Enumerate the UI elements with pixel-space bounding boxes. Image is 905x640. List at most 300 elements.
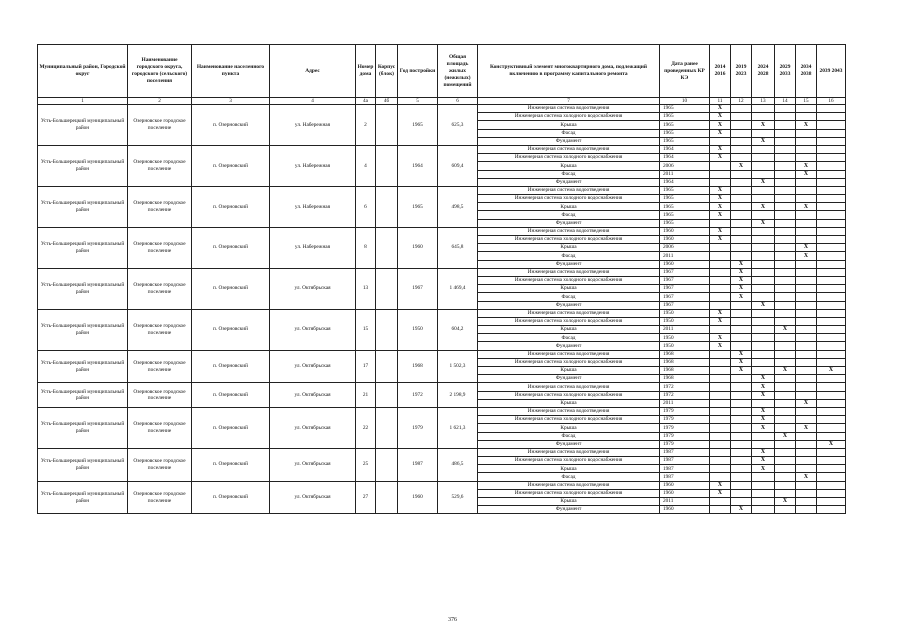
period-mark-cell: X	[710, 186, 731, 194]
period-mark-cell	[752, 268, 775, 276]
period-mark-cell	[731, 113, 752, 121]
column-header: 2024 2028	[752, 45, 775, 98]
period-mark-cell	[796, 154, 817, 162]
element-name-cell: Фасад	[478, 293, 660, 301]
column-number: 4а	[356, 98, 376, 105]
period-mark-cell: X	[731, 293, 752, 301]
column-number: 15	[796, 98, 817, 105]
column-header: Муниципальный район, Городской округ	[38, 45, 128, 98]
element-name-cell: Инженерная система водоотведения	[478, 105, 660, 113]
period-mark-cell	[817, 416, 846, 424]
period-mark-cell: X	[710, 211, 731, 219]
locality-cell: п. Озерновский	[192, 145, 270, 186]
period-mark-cell	[752, 350, 775, 358]
element-name-cell: Инженерная система водоотведения	[478, 407, 660, 415]
period-mark-cell	[710, 252, 731, 260]
period-mark-cell	[731, 219, 752, 227]
period-mark-cell	[775, 121, 796, 129]
period-mark-cell: X	[752, 383, 775, 391]
period-mark-cell	[817, 219, 846, 227]
period-mark-cell	[775, 489, 796, 497]
repair-date-cell: 1965	[660, 195, 710, 203]
period-mark-cell	[752, 334, 775, 342]
period-mark-cell	[752, 367, 775, 375]
period-mark-cell	[710, 367, 731, 375]
block-cell	[376, 105, 398, 146]
period-mark-cell	[775, 481, 796, 489]
column-header: Адрес	[270, 45, 356, 98]
period-mark-cell: X	[775, 432, 796, 440]
repair-date-cell: 1960	[660, 236, 710, 244]
period-mark-cell	[817, 506, 846, 514]
column-header: Общая площадь жилых (нежилых) помещений	[438, 45, 478, 98]
period-mark-cell	[775, 465, 796, 473]
repair-date-cell: 2006	[660, 162, 710, 170]
period-mark-cell	[796, 227, 817, 235]
district-cell: Усть-Большерецкий муниципальный район	[38, 350, 128, 383]
period-mark-cell: X	[710, 195, 731, 203]
period-mark-cell	[817, 285, 846, 293]
element-name-cell: Фундамент	[478, 178, 660, 186]
area-cell: 1 469,4	[438, 268, 478, 309]
period-mark-cell: X	[796, 162, 817, 170]
settlement-cell: Озерновское городское поселение	[128, 227, 192, 268]
period-mark-cell	[710, 448, 731, 456]
period-mark-cell	[710, 268, 731, 276]
locality-cell: п. Озерновский	[192, 448, 270, 481]
settlement-cell: Озерновское городское поселение	[128, 448, 192, 481]
period-mark-cell	[710, 457, 731, 465]
locality-cell: п. Озерновский	[192, 481, 270, 514]
period-mark-cell	[796, 489, 817, 497]
period-mark-cell	[775, 375, 796, 383]
period-mark-cell	[817, 268, 846, 276]
period-mark-cell	[817, 448, 846, 456]
table-row	[38, 145, 846, 153]
period-mark-cell	[710, 219, 731, 227]
street-cell: ул. Набережная	[270, 145, 356, 186]
period-mark-cell	[817, 375, 846, 383]
period-mark-cell	[796, 391, 817, 399]
repair-date-cell: 1967	[660, 285, 710, 293]
period-mark-cell	[796, 317, 817, 325]
period-mark-cell	[817, 105, 846, 113]
period-mark-cell	[817, 154, 846, 162]
element-name-cell: Фундамент	[478, 219, 660, 227]
element-name-cell: Фундамент	[478, 260, 660, 268]
repair-date-cell: 1960	[660, 481, 710, 489]
locality-cell: п. Озерновский	[192, 407, 270, 448]
period-mark-cell	[817, 252, 846, 260]
period-mark-cell	[752, 162, 775, 170]
period-mark-cell	[752, 309, 775, 317]
house-number-cell: 15	[356, 309, 376, 350]
period-mark-cell	[817, 326, 846, 334]
build-year-cell: 1964	[398, 145, 438, 186]
period-mark-cell	[775, 105, 796, 113]
period-mark-cell	[817, 145, 846, 153]
period-mark-cell	[731, 154, 752, 162]
period-mark-cell	[731, 203, 752, 211]
repair-date-cell: 2011	[660, 170, 710, 178]
repair-date-cell: 1987	[660, 448, 710, 456]
period-mark-cell: X	[752, 203, 775, 211]
period-mark-cell	[752, 473, 775, 481]
period-mark-cell	[775, 342, 796, 350]
period-mark-cell	[752, 195, 775, 203]
period-mark-cell	[731, 326, 752, 334]
period-mark-cell: X	[731, 162, 752, 170]
block-cell	[376, 186, 398, 227]
period-mark-cell	[796, 285, 817, 293]
period-mark-cell	[752, 211, 775, 219]
period-mark-cell	[796, 506, 817, 514]
period-mark-cell: X	[731, 260, 752, 268]
period-mark-cell: X	[710, 334, 731, 342]
period-mark-cell: X	[752, 391, 775, 399]
repair-date-cell: 1967	[660, 268, 710, 276]
period-mark-cell	[752, 129, 775, 137]
column-header: 2029 2033	[775, 45, 796, 98]
area-cell: 529,6	[438, 481, 478, 514]
period-mark-cell	[775, 129, 796, 137]
period-mark-cell	[710, 399, 731, 407]
period-mark-cell	[775, 407, 796, 415]
period-mark-cell	[775, 219, 796, 227]
period-mark-cell	[775, 440, 796, 448]
period-mark-cell	[817, 260, 846, 268]
period-mark-cell: X	[817, 367, 846, 375]
period-mark-cell: X	[731, 268, 752, 276]
house-number-cell: 27	[356, 481, 376, 514]
period-mark-cell: X	[775, 498, 796, 506]
column-header: Год постройки	[398, 45, 438, 98]
period-mark-cell	[775, 391, 796, 399]
street-cell: ул. Октябрьская	[270, 350, 356, 383]
period-mark-cell	[775, 137, 796, 145]
period-mark-cell	[731, 432, 752, 440]
period-mark-cell: X	[796, 424, 817, 432]
element-name-cell: Фундамент	[478, 342, 660, 350]
district-cell: Усть-Большерецкий муниципальный район	[38, 407, 128, 448]
element-name-cell: Инженерная система холодного водоснабжения	[478, 276, 660, 284]
area-cell: 625,3	[438, 105, 478, 146]
period-mark-cell: X	[731, 350, 752, 358]
district-cell: Усть-Большерецкий муниципальный район	[38, 105, 128, 146]
element-name-cell: Инженерная система холодного водоснабжения	[478, 416, 660, 424]
repair-date-cell: 1965	[660, 211, 710, 219]
column-header: 2019 2023	[731, 45, 752, 98]
period-mark-cell	[775, 252, 796, 260]
element-name-cell: Фасад	[478, 432, 660, 440]
period-mark-cell	[817, 309, 846, 317]
period-mark-cell	[796, 301, 817, 309]
period-mark-cell	[796, 358, 817, 366]
period-mark-cell: X	[752, 416, 775, 424]
period-mark-cell	[817, 342, 846, 350]
period-mark-cell	[731, 407, 752, 415]
table-row	[38, 350, 846, 358]
element-name-cell: Фасад	[478, 473, 660, 481]
period-mark-cell	[817, 211, 846, 219]
repair-date-cell: 1979	[660, 407, 710, 415]
period-mark-cell	[752, 186, 775, 194]
period-mark-cell	[731, 195, 752, 203]
street-cell: ул. Октябрьская	[270, 407, 356, 448]
locality-cell: п. Озерновский	[192, 309, 270, 350]
locality-cell: п. Озерновский	[192, 227, 270, 268]
period-mark-cell: X	[710, 121, 731, 129]
locality-cell: п. Озерновский	[192, 186, 270, 227]
period-mark-cell: X	[710, 145, 731, 153]
period-mark-cell	[710, 350, 731, 358]
repair-date-cell: 2011	[660, 399, 710, 407]
period-mark-cell: X	[796, 203, 817, 211]
period-mark-cell	[710, 407, 731, 415]
period-mark-cell	[796, 137, 817, 145]
period-mark-cell	[817, 399, 846, 407]
period-mark-cell	[752, 276, 775, 284]
period-mark-cell	[752, 498, 775, 506]
build-year-cell: 1965	[398, 186, 438, 227]
period-mark-cell	[796, 457, 817, 465]
period-mark-cell	[817, 358, 846, 366]
column-header: Номер дома	[356, 45, 376, 98]
period-mark-cell	[775, 145, 796, 153]
period-mark-cell	[710, 506, 731, 514]
settlement-cell: Озерновское городское поселение	[128, 145, 192, 186]
repair-date-cell: 2011	[660, 498, 710, 506]
element-name-cell: Инженерная система холодного водоснабжения	[478, 317, 660, 325]
period-mark-cell	[775, 203, 796, 211]
period-mark-cell	[731, 375, 752, 383]
period-mark-cell	[710, 276, 731, 284]
element-name-cell: Крыша	[478, 424, 660, 432]
period-mark-cell	[817, 203, 846, 211]
period-mark-cell	[796, 498, 817, 506]
period-mark-cell	[817, 293, 846, 301]
street-cell: ул. Октябрьская	[270, 383, 356, 408]
period-mark-cell	[796, 276, 817, 284]
element-name-cell: Инженерная система холодного водоснабжения	[478, 457, 660, 465]
period-mark-cell	[731, 391, 752, 399]
period-mark-cell: X	[710, 489, 731, 497]
table-row	[38, 407, 846, 415]
period-mark-cell	[710, 358, 731, 366]
period-mark-cell: X	[752, 219, 775, 227]
area-cell: 1 621,3	[438, 407, 478, 448]
street-cell: ул. Октябрьская	[270, 481, 356, 514]
period-mark-cell	[752, 506, 775, 514]
period-mark-cell	[817, 481, 846, 489]
period-mark-cell	[775, 424, 796, 432]
period-mark-cell	[817, 350, 846, 358]
settlement-cell: Озерновское городское поселение	[128, 481, 192, 514]
column-number: 2	[128, 98, 192, 105]
period-mark-cell	[796, 145, 817, 153]
period-mark-cell	[796, 260, 817, 268]
period-mark-cell	[775, 186, 796, 194]
repair-date-cell: 2011	[660, 252, 710, 260]
element-name-cell: Фасад	[478, 211, 660, 219]
area-cell: 498,5	[438, 186, 478, 227]
period-mark-cell: X	[775, 367, 796, 375]
period-mark-cell	[731, 301, 752, 309]
period-mark-cell	[796, 440, 817, 448]
period-mark-cell	[731, 473, 752, 481]
district-cell: Усть-Большерецкий муниципальный район	[38, 448, 128, 481]
period-mark-cell	[775, 334, 796, 342]
period-mark-cell	[796, 211, 817, 219]
street-cell: ул. Набережная	[270, 105, 356, 146]
repair-date-cell: 1950	[660, 334, 710, 342]
period-mark-cell	[710, 424, 731, 432]
period-mark-cell	[817, 424, 846, 432]
block-cell	[376, 407, 398, 448]
repair-date-cell: 1979	[660, 416, 710, 424]
house-number-cell: 2	[356, 105, 376, 146]
period-mark-cell: X	[710, 105, 731, 113]
district-cell: Усть-Большерецкий муниципальный район	[38, 481, 128, 514]
period-mark-cell	[710, 473, 731, 481]
column-header: Конструктивный элемент многоквартирного дома, подлежащий включению в программу капитального ремонта	[478, 45, 660, 98]
period-mark-cell: X	[796, 399, 817, 407]
period-mark-cell	[817, 317, 846, 325]
repair-date-cell: 1987	[660, 457, 710, 465]
period-mark-cell: X	[731, 367, 752, 375]
period-mark-cell	[710, 178, 731, 186]
period-mark-cell	[775, 309, 796, 317]
element-name-cell: Фасад	[478, 334, 660, 342]
settlement-cell: Озерновское городское поселение	[128, 268, 192, 309]
period-mark-cell: X	[710, 227, 731, 235]
period-mark-cell	[731, 424, 752, 432]
column-number: 16	[817, 98, 846, 105]
document-page	[37, 44, 845, 514]
table-row	[38, 105, 846, 113]
period-mark-cell	[817, 432, 846, 440]
period-mark-cell	[752, 252, 775, 260]
period-mark-cell	[817, 170, 846, 178]
repair-date-cell: 1979	[660, 424, 710, 432]
period-mark-cell: X	[752, 137, 775, 145]
period-mark-cell	[796, 268, 817, 276]
period-mark-cell	[817, 162, 846, 170]
repair-date-cell: 1979	[660, 432, 710, 440]
period-mark-cell	[752, 105, 775, 113]
period-mark-cell	[796, 375, 817, 383]
period-mark-cell	[731, 399, 752, 407]
element-name-cell: Инженерная система водоотведения	[478, 350, 660, 358]
period-mark-cell: X	[796, 121, 817, 129]
period-mark-cell	[731, 465, 752, 473]
block-cell	[376, 145, 398, 186]
district-cell: Усть-Большерецкий муниципальный район	[38, 268, 128, 309]
period-mark-cell	[796, 416, 817, 424]
district-cell: Усть-Большерецкий муниципальный район	[38, 186, 128, 227]
period-mark-cell	[796, 236, 817, 244]
period-mark-cell	[731, 137, 752, 145]
area-cell: 604,2	[438, 309, 478, 350]
element-name-cell: Инженерная система водоотведения	[478, 268, 660, 276]
column-number: 1	[38, 98, 128, 105]
repair-date-cell: 1950	[660, 309, 710, 317]
period-mark-cell: X	[817, 440, 846, 448]
element-name-cell: Инженерная система водоотведения	[478, 145, 660, 153]
period-mark-cell	[775, 399, 796, 407]
house-number-cell: 21	[356, 383, 376, 408]
repair-date-cell: 1965	[660, 113, 710, 121]
period-mark-cell: X	[752, 457, 775, 465]
house-number-cell: 6	[356, 186, 376, 227]
column-number: 4б	[376, 98, 398, 105]
period-mark-cell	[796, 334, 817, 342]
district-cell: Усть-Большерецкий муниципальный район	[38, 309, 128, 350]
settlement-cell: Озерновское городское поселение	[128, 309, 192, 350]
block-cell	[376, 383, 398, 408]
repair-date-cell: 1950	[660, 342, 710, 350]
period-mark-cell	[817, 129, 846, 137]
settlement-cell: Озерновское городское поселение	[128, 407, 192, 448]
period-mark-cell	[817, 301, 846, 309]
period-mark-cell	[752, 481, 775, 489]
period-mark-cell	[710, 170, 731, 178]
period-mark-cell: X	[796, 252, 817, 260]
table-row	[38, 383, 846, 391]
period-mark-cell	[731, 448, 752, 456]
element-name-cell: Инженерная система водоотведения	[478, 481, 660, 489]
repair-date-cell: 1950	[660, 317, 710, 325]
period-mark-cell	[731, 440, 752, 448]
column-number: 4	[270, 98, 356, 105]
period-mark-cell	[775, 227, 796, 235]
table-row	[38, 481, 846, 489]
period-mark-cell	[775, 473, 796, 481]
period-mark-cell	[731, 244, 752, 252]
locality-cell: п. Озерновский	[192, 350, 270, 383]
period-mark-cell: X	[731, 285, 752, 293]
period-mark-cell	[775, 358, 796, 366]
period-mark-cell	[796, 367, 817, 375]
period-mark-cell	[817, 244, 846, 252]
period-mark-cell	[710, 162, 731, 170]
block-cell	[376, 268, 398, 309]
period-mark-cell	[710, 293, 731, 301]
period-mark-cell	[817, 186, 846, 194]
repair-date-cell: 1960	[660, 489, 710, 497]
build-year-cell: 1968	[398, 350, 438, 383]
period-mark-cell	[731, 489, 752, 497]
period-mark-cell: X	[752, 407, 775, 415]
element-name-cell: Фундамент	[478, 440, 660, 448]
period-mark-cell	[817, 178, 846, 186]
period-mark-cell	[796, 448, 817, 456]
repair-date-cell: 1987	[660, 465, 710, 473]
period-mark-cell	[775, 268, 796, 276]
repair-date-cell: 1979	[660, 440, 710, 448]
period-mark-cell	[775, 317, 796, 325]
period-mark-cell	[731, 252, 752, 260]
period-mark-cell	[775, 236, 796, 244]
period-mark-cell	[817, 473, 846, 481]
street-cell: ул. Набережная	[270, 186, 356, 227]
period-mark-cell: X	[710, 113, 731, 121]
element-name-cell: Инженерная система холодного водоснабжения	[478, 113, 660, 121]
period-mark-cell	[731, 105, 752, 113]
period-mark-cell	[752, 399, 775, 407]
locality-cell: п. Озерновский	[192, 105, 270, 146]
build-year-cell: 1960	[398, 481, 438, 514]
